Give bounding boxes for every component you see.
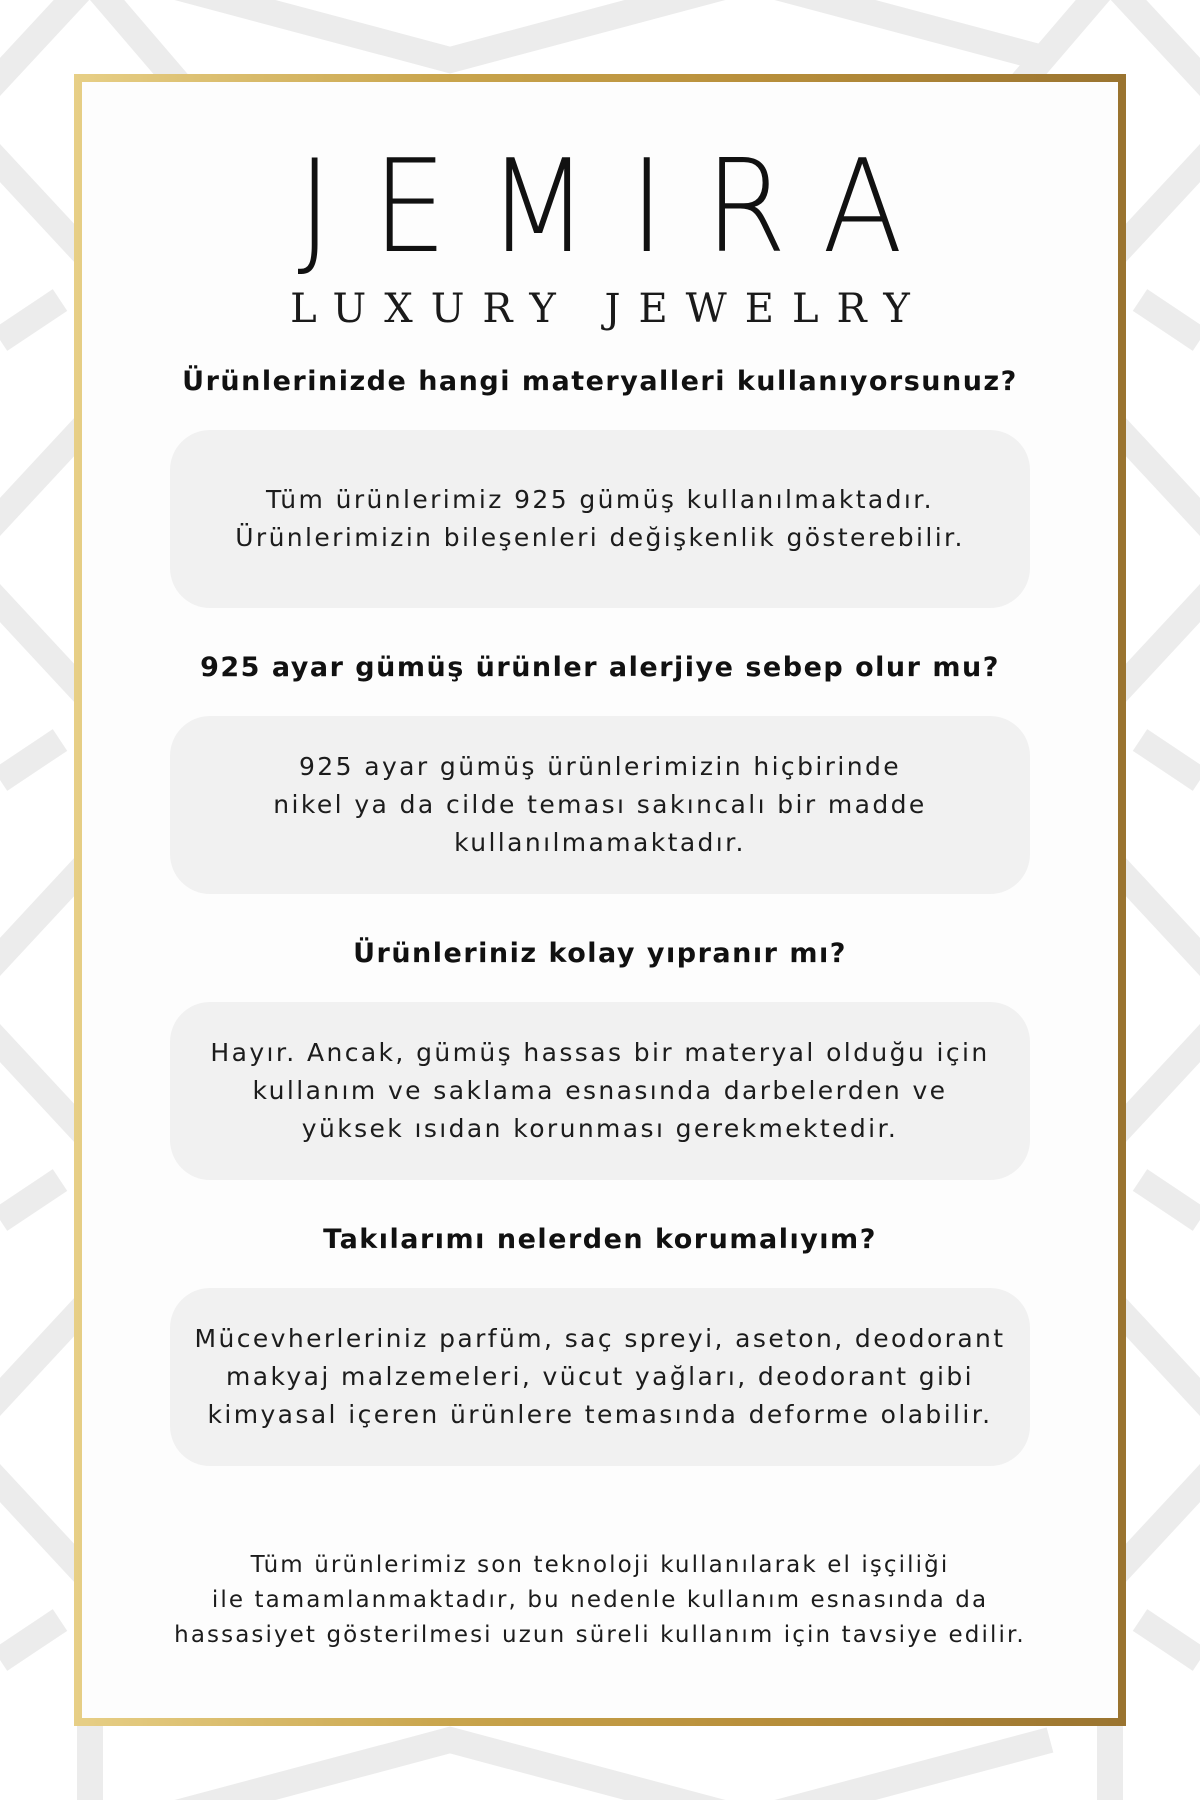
faq-answer-box (170, 430, 1030, 608)
gold-frame (74, 74, 1126, 1726)
faq-question: 925 ayar gümüş ürünler alerjiye sebep olur mu? (200, 652, 1000, 683)
brand-logo (82, 133, 1118, 332)
faq-answer-box (170, 1002, 1030, 1180)
faq-item (82, 650, 1118, 894)
faq-item (82, 936, 1118, 1180)
content-panel (82, 82, 1118, 1718)
faq-question: Takılarımı nelerden korumalıyım? (323, 1224, 877, 1255)
brand-tagline: LUXURY JEWELRY (290, 286, 928, 332)
faq-answer-box (170, 1288, 1030, 1466)
faq-answer-box (170, 716, 1030, 894)
faq-item (82, 1222, 1118, 1466)
brand-name: JEMIRA (297, 133, 944, 282)
faq-question: Ürünleriniz kolay yıpranır mı? (353, 938, 847, 969)
faq-answer: Tüm ürünlerimiz 925 gümüş kullanılmaktadır. Ürünlerimizin bileşenleri değişkenlik gösterebilir. (235, 485, 965, 552)
faq-answer: Mücevherleriniz parfüm, saç spreyi, aseton, deodorant makyaj malzemeleri, vücut yağları, deodorant gibi kimyasal içeren ürünlere temasında deforme olabilir. (194, 1324, 1006, 1429)
faq-item (82, 364, 1118, 608)
faq-answer: 925 ayar gümüş ürünlerimizin hiçbirinde nikel ya da cilde teması sakıncalı bir madde kullanılmamaktadır. (273, 752, 927, 857)
faq-list (82, 364, 1118, 1466)
faq-answer: Hayır. Ancak, gümüş hassas bir materyal olduğu için kullanım ve saklama esnasında darbelerden ve yüksek ısıdan korunması gerekmektedir. (210, 1038, 990, 1143)
footer-note: Tüm ürünlerimiz son teknoloji kullanılarak el işçiliği ile tamamlanmaktadır, bu nedenle kullanım esnasında da hassasiyet gösterilmesi uzun süreli kullanım için tavsiye edilir. (174, 1552, 1026, 1648)
faq-question: Ürünlerinizde hangi materyalleri kullanıyorsunuz? (182, 366, 1018, 397)
